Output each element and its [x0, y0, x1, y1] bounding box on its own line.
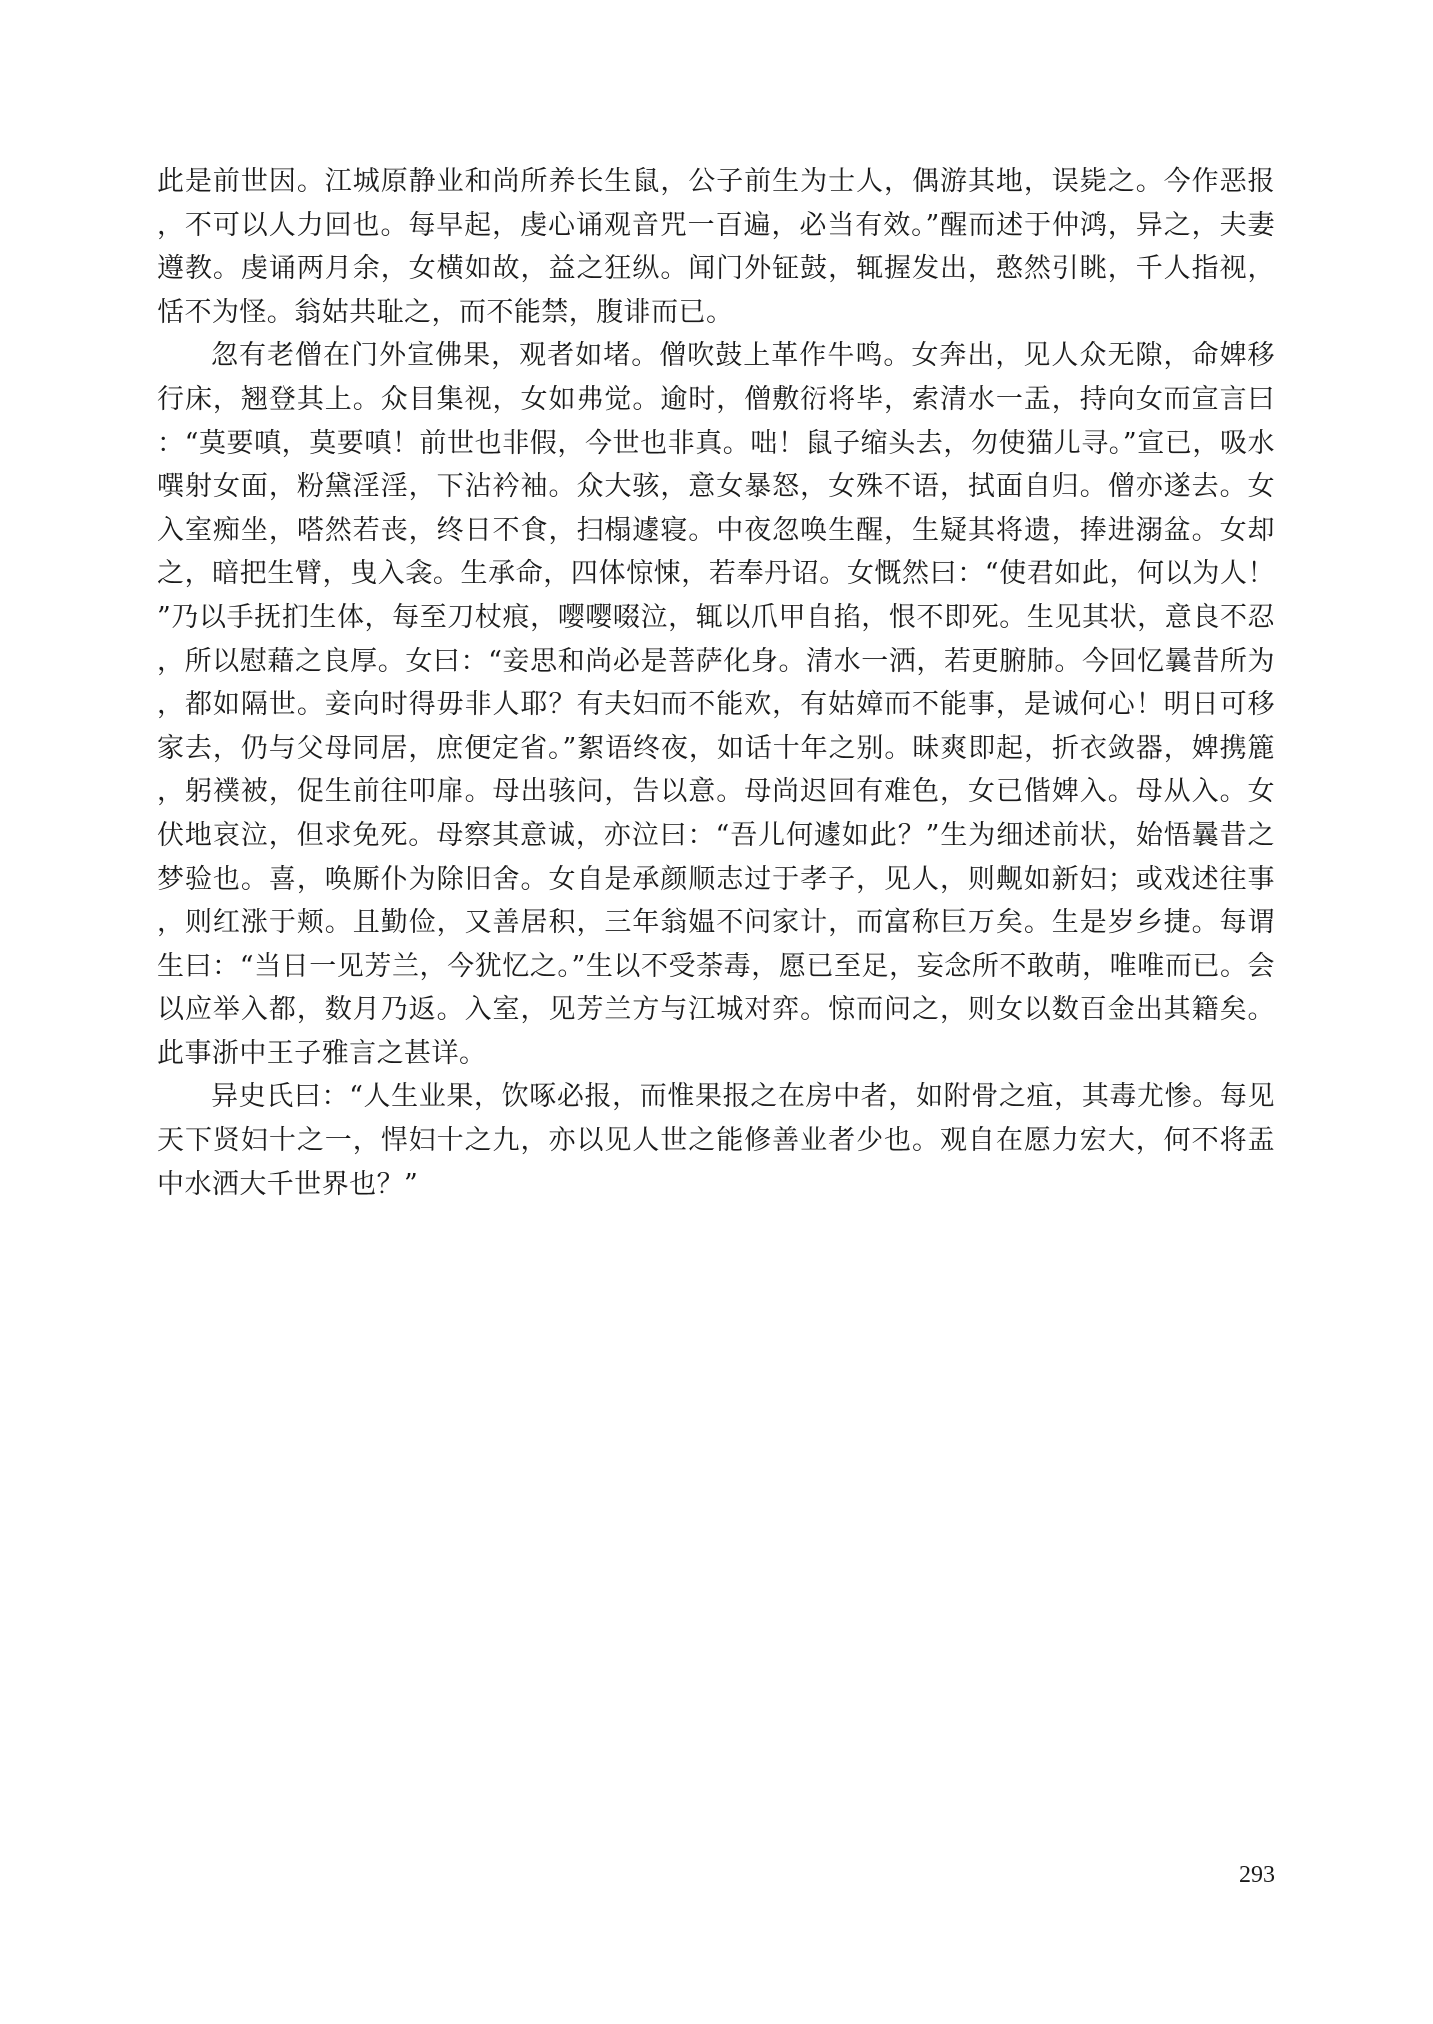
paragraph-3: 异史氏曰：“人生业果，饮啄必报，而惟果报之在房中者，如附骨之疽，其毒尤惨。每见天下贤妇十之一，悍妇十之九，亦以见人世之能修善业者少也。观自在愿力宏大，何不将盂中水洒大千世界也？” [157, 1081, 1275, 1200]
page-body [157, 160, 1275, 1206]
paragraph-1: 此是前世因。江城原静业和尚所养长生鼠，公子前生为士人，偶游其地，误毙之。今作恶报，不可以人力回也。每早起，虔心诵观音咒一百遍，必当有效。”醒而述于仲鸿，异之，夫妻遵教。虔诵两月余，女横如故，益之狂纵。闻门外钲鼓，辄握发出，憨然引眺，千人指视，恬不为怪。翁姑共耻之，而不能禁，腹诽而已。 [157, 166, 1275, 328]
paragraph-2: 忽有老僧在门外宣佛果，观者如堵。僧吹鼓上革作牛鸣。女奔出，见人众无隙，命婢移行床，翘登其上。众目集视，女如弗觉。逾时，僧敷衍将毕，索清水一盂，持向女而宣言曰：“莫要嗔，莫要嗔！前世也非假，今世也非真。咄！鼠子缩头去，勿使猫儿寻。”宣已，吸水噀射女面，粉黛淫淫，下沾衿袖。众大骇，意女暴怒，女殊不语，拭面自归。僧亦遂去。女入室痴坐，嗒然若丧，终日不食，扫榻遽寝。中夜忽唤生醒，生疑其将遗，捧进溺盆。女却之，暗把生臂，曳入衾。生承命，四体惊悚，若奉丹诏。女慨然曰：“使君如此，何以为人！”乃以手抚扪生体，每至刀杖痕，嘤嘤啜泣，辄以爪甲自掐，恨不即死。生见其状，意良不忍，所以慰藉之良厚。女曰：“妾思和尚必是菩萨化身。清水一洒，若更腑肺。今回忆曩昔所为，都如隔世。妾向时得毋非人耶？有夫妇而不能欢，有姑嫜而不能事，是诚何心！明日可移家去，仍与父母同居，庶便定省。”絮语终夜，如话十年之别。昧爽即起，折衣敛器，婢携簏，躬襆被，促生前往叩扉。母出骇问，告以意。母尚迟回有难色，女已偕婢入。母从入。女伏地哀泣，但求免死。母察其意诚，亦泣曰：“吾儿何遽如此？”生为细述前状，始悟曩昔之梦验也。喜，唤厮仆为除旧舍。女自是承颜顺志过于孝子，见人，则觍如新妇；或戏述往事，则红涨于颊。且勤俭，又善居积，三年翁媪不问家计，而富称巨万矣。生是岁乡捷。每谓生曰：“当日一见芳兰，今犹忆之。”生以不受荼毒，愿已至足，妄念所不敢萌，唯唯而已。会以应举入都，数月乃返。入室，见芳兰方与江城对弈。惊而问之，则女以数百金出其籍矣。此事浙中王子雅言之甚详。 [157, 340, 1275, 1069]
page-number: 293 [1239, 1862, 1275, 1888]
